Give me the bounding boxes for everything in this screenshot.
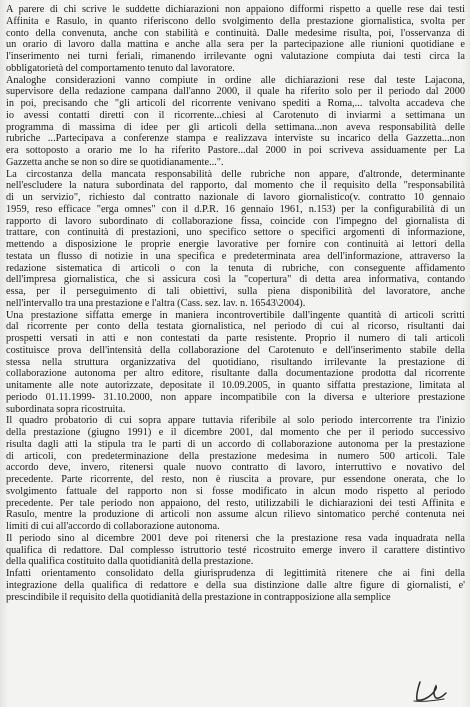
text-line: stessa nella struttura organizzativa del quotidiano, risultando irrilevante la prestazione di bbox=[6, 356, 465, 368]
text-line: costituisce prova dell'intensità della collaborazione del Carotenuto e dell'inserimento stabile della bbox=[6, 344, 465, 356]
text-line: un orario di lavoro dalla mattina e anche alla sera per la partecipazione alle riunioni quotidiane e bbox=[6, 39, 465, 51]
text-line: l'inserimento nei turni feriali, rimanendo irrilevante ogni valutazione compiuta dai testi circa la bbox=[6, 51, 465, 62]
document-body bbox=[6, 4, 465, 603]
text-line: della prestazione (giugno 1991) e il dicembre 2001, dal momento che per il periodo successivo bbox=[6, 427, 465, 438]
text-line: obbligatorietà del comportamento tenuto dal lavoratore. bbox=[6, 62, 235, 74]
text-line: integrazione della qualifica di redattore e della sua distinzione dalle altre figure di giornalisti, e' bbox=[6, 579, 465, 591]
text-line: precedente. Per tale periodo non appaiono, del resto, utilizzabili le dichiarazioni dei testi Affinita e bbox=[6, 497, 465, 509]
text-line: di un servizio", richiesto dal contratto nazionale di lavoro giornalistico(v. contratto 10 gennaio bbox=[6, 192, 465, 203]
text-line: programma di massima di idee per gli articoli della settimana...non aveva responsabilità delle bbox=[6, 121, 465, 133]
text-line: di articoli, con predeterminazione della prestazione medesima in numero 500 articoli. Tale bbox=[6, 450, 465, 462]
text-line: accordo deve, invero, ritenersi quale nuovo contratto di lavoro, interruttivo e novativo del bbox=[6, 462, 465, 474]
text-line: subordinata sopra ricostruita. bbox=[6, 403, 126, 415]
text-line: A parere di chi scrive le suddette dichiarazioni non appaiono difformi rispetto a quelle rese dai testi bbox=[6, 4, 465, 15]
text-line: in poi, precisando che "gli articoli del ricorrente venivano spediti a Roma,... talvolta accadeva che bbox=[6, 98, 465, 109]
paragraph bbox=[6, 310, 465, 416]
text-line: essa, per il perseguimento di tali obiettivi, sulla piena disponibilità del lavoratore, anche bbox=[6, 286, 465, 297]
text-line: La circostanza della mancata responsabilità delle rubriche non appare, d'altronde, determinante bbox=[6, 168, 465, 180]
signature-icon bbox=[410, 678, 450, 704]
paragraph bbox=[6, 415, 465, 533]
text-line: Il periodo sino al dicembre 2001 deve poi ritenersi che la prestazione resa vada inquadrata nella bbox=[6, 532, 465, 544]
text-line: collaborazione autonoma per altro editore, risultante dalla documentazione prodotta dal ricorrente bbox=[6, 368, 465, 380]
text-line: unitamente alle note autorizzate, depositate il 10.09.2005, in quanto siffatta prestazione, limitata al bbox=[6, 380, 465, 391]
text-line: dell'impresa giornalistica, che si assicura così la "copertura" di detta area informativa, contando bbox=[6, 274, 465, 286]
text-line: supervisore della redazione campana dall'anno 2000, il quale ha riferito solo per il periodo dal 2000 bbox=[6, 86, 465, 98]
text-line: io avessi contatti diretti con il ricorrente...chiesi al Carotenuto di inviarmi a settimana un bbox=[6, 109, 465, 121]
text-line: rapporto di lavoro subordinato di collaborazione fissa, coincide con l'impegno del giornalista di bbox=[6, 215, 465, 227]
text-line: era sottoposto a orario me lo ha riferito Pastore...dal 2000 in poi scriveva assiduamente per La bbox=[6, 145, 465, 156]
text-line: svolgimento fattuale del rapporto non si fosse modificato in alcun modo rispetto al periodo bbox=[6, 485, 465, 497]
text-line: Gazzetta anche se non so dire se quotidianamente...". bbox=[6, 156, 224, 168]
text-line: dal ricorrente per conto della testata giornalistica, nel periodo di cui al ricorso, risultanti dai bbox=[6, 321, 465, 333]
text-line: rubriche ...Partecipava a conferenze stampa e realizzava interviste su incarico della Gazzetta...non bbox=[6, 133, 465, 145]
text-line: Affinita e Rasulo, in quanto riferiscono dello svolgimento della prestazione giornalistica, svolta per bbox=[6, 15, 465, 27]
paragraph bbox=[6, 533, 465, 568]
paragraph bbox=[6, 169, 465, 310]
text-line: conto della convenuta, anche con stabilità e continuità. Dalle medesime risulta, poi, l'osservanza di bbox=[6, 27, 465, 39]
text-line: nell'escludere la natura subordinata del rapporto, dal momento che il requisito della "responsabilità bbox=[6, 180, 465, 192]
text-line: periodo 01.11.1999- 31.10.2000, non appare incompatibile con la diversa e ulteriore prestazione bbox=[6, 391, 465, 403]
text-line: precedente. Parte ricorrente, del resto, non è riuscita a provare, pur essendone onerata, che lo bbox=[6, 474, 465, 485]
text-line: prospetti versati in atti e non contestati da parte resistente. Proprio il numero di tali articoli bbox=[6, 333, 465, 344]
text-line: Il quadro probatorio di cui sopra appare tuttavia riferibile al solo periodo intercorrente tra l'inizio bbox=[6, 415, 465, 427]
text-line: Una prestazione siffatta emerge in maniera incontrovertibile dall'ingente quantità di articoli scritti bbox=[6, 309, 465, 321]
text-line: 1959, reso efficace "erga omnes" con il d.P.R. 16 gennaio 1961, n.153) per la configurabilità di un bbox=[6, 203, 465, 215]
text-line: prescindibile il requisito della quotidianità della prestazione in contrapposizione alla semplice bbox=[6, 591, 391, 603]
text-line: testata un flusso di notizie in una specifica e predeterminata area dell'informazione, attraverso la bbox=[6, 250, 465, 262]
text-line: trattare, con continuità di prestazioni, uno specifico settore o specifici argomenti di informazione, bbox=[6, 227, 465, 239]
text-line: Infatti orientamento consolidato della giurisprudenza di legittimità ritenere che ai fini della bbox=[6, 568, 465, 579]
paragraph bbox=[6, 75, 465, 169]
text-line: qualifica di redattore. Dal complesso istruttorio testé ricostruito emerge invero il carattere distintivo bbox=[6, 544, 465, 556]
text-line: redazione sistematica di articoli o con la tenuta di rubriche, con conseguente affidamento bbox=[6, 262, 465, 274]
text-line: della qualifica costituito dalla quotidianità della prestazione. bbox=[6, 556, 254, 568]
paragraph bbox=[6, 4, 465, 75]
text-line: mettendo a disposizione le proprie energie lavorative per fornire con continuità ai lettori della bbox=[6, 239, 465, 250]
text-line: nell'intervallo tra una prestazione e l'altra (Cass. sez. lav. n. 16543\2004). bbox=[6, 297, 306, 309]
text-line: Analoghe considerazioni vanno compiute in ordine alle dichiarazioni rese dal teste Lajacona, bbox=[6, 74, 465, 86]
text-line: risulta dagli atti la stipula tra le parti di un accordo di collaborazione autonoma per la prestazione bbox=[6, 438, 465, 450]
text-line: limiti di cui all'accordo di collaborazione autonoma. bbox=[6, 521, 220, 532]
paragraph bbox=[6, 568, 465, 603]
text-line: Rasulo, mentre la produzione di articoli non assume alcun rilievo sintomatico perché contenuta nei bbox=[6, 509, 465, 521]
